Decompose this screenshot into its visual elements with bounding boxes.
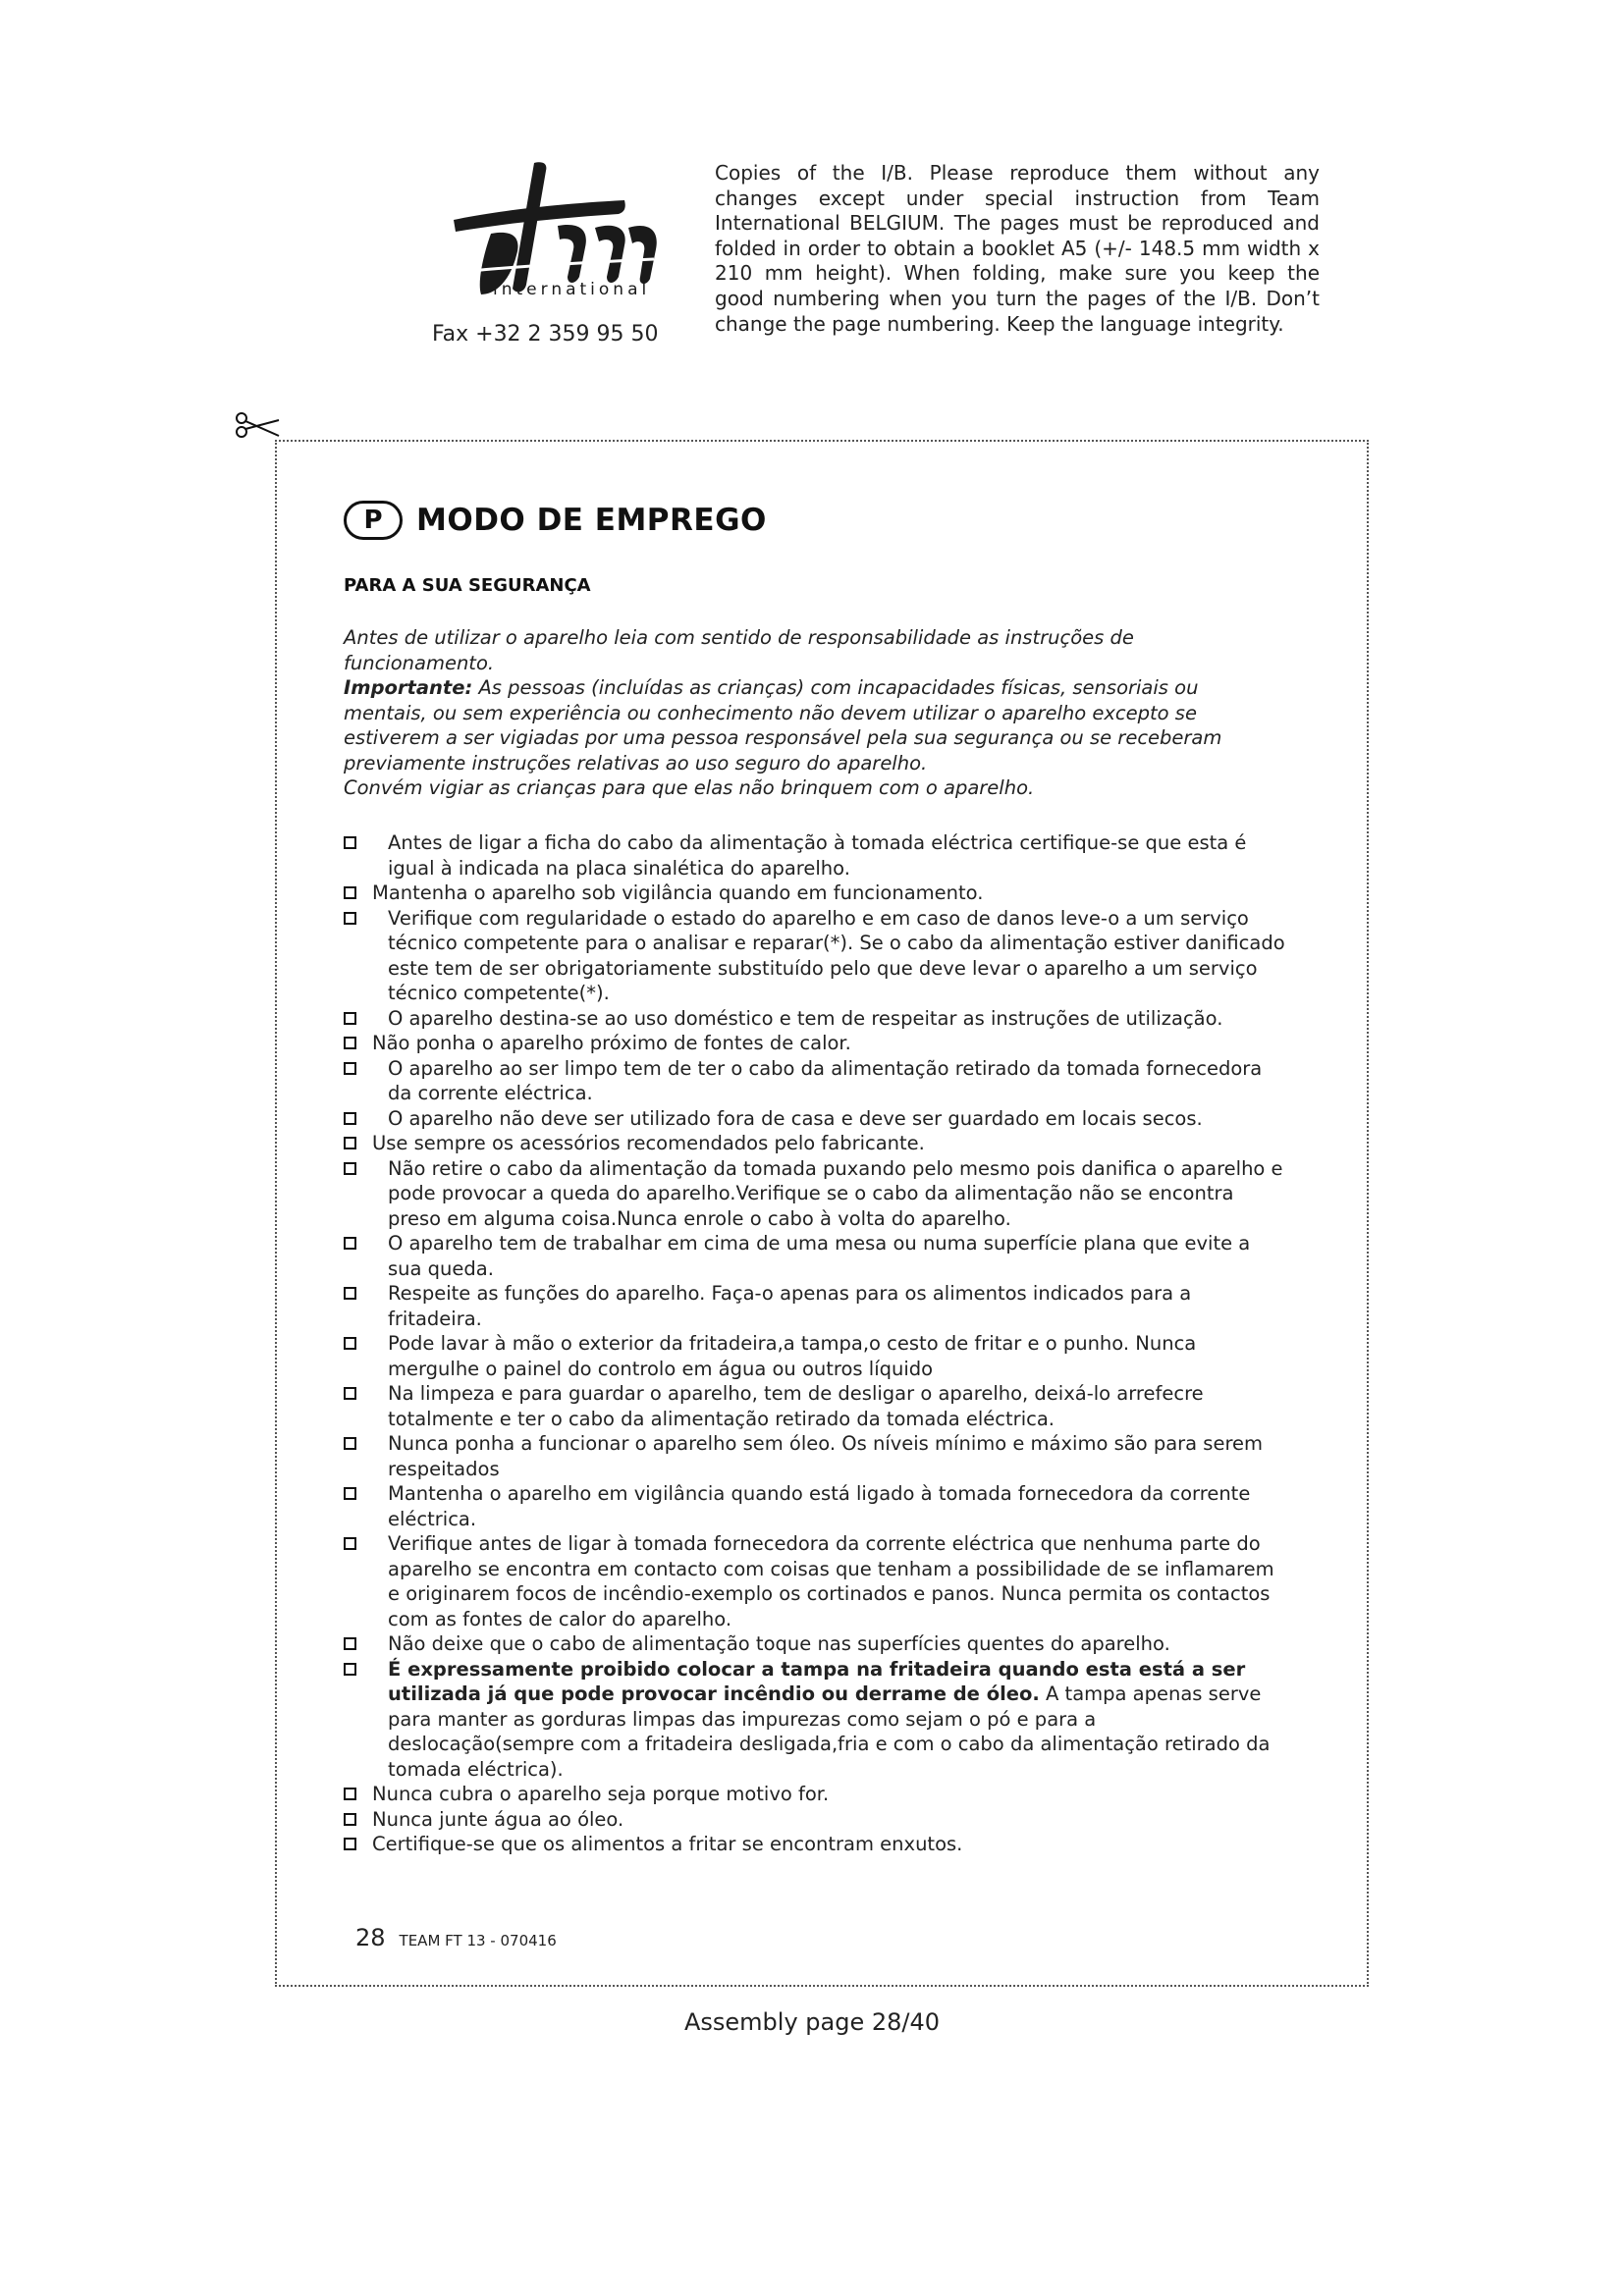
intro-line: Convém vigiar as crianças para que elas não brinquem com o aparelho. — [344, 776, 1035, 799]
list-item — [344, 1657, 1286, 1783]
checkbox-icon — [344, 1437, 356, 1450]
checkbox-icon — [344, 1112, 356, 1125]
assembly-page-label: Assembly page 28/40 — [683, 2008, 941, 2036]
checkbox-icon — [344, 1813, 356, 1826]
reproduction-instructions: Copies of the I/B. Please reproduce them without any changes except under special instruction from Team International BELGIUM. The pages must be reproduced and folded in order to obtain a booklet A5 (+/- 148.5 mm width x 210 mm height). When folding, make sure you keep the good numbering when you turn the pages of the I/B. Don’t change the page numbering. Keep the language integrity. — [715, 161, 1320, 336]
list-item: Não ponha o aparelho próximo de fontes de calor. — [344, 1031, 1286, 1056]
list-item: Nunca cubra o aparelho seja porque motivo for. — [344, 1782, 1286, 1807]
list-item: Verifique antes de ligar à tomada fornecedora da corrente eléctrica que nenhuma parte do aparelho se encontra em contacto com coisas que tenham a possibilidade de se inflamarem e originarem focos de incêndio-exemplo os cortinados e panos. Nunca permita os contactos com as fontes de calor do aparelho. — [344, 1531, 1286, 1631]
important-text: As pessoas (incluídas as crianças) com incapacidades físicas, sensoriais ou mentais, ou sem experiência ou conhecimento não devem utilizar o aparelho excepto se estiverem a ser vigiadas por uma pessoa responsável pela sua segurança ou se receberam previamente instruções relativas ao uso seguro do aparelho. — [344, 676, 1222, 774]
warning-bold: É expressamente proibido colocar a tampa na fritadeira quando esta está a ser utilizada já que pode provocar incêndio ou derrame de óleo. — [388, 1657, 1246, 1705]
checkbox-icon — [344, 1637, 356, 1650]
important-note — [344, 675, 1286, 775]
list-item: Não deixe que o cabo de alimentação toque nas superfícies quentes do aparelho. — [344, 1631, 1286, 1657]
list-item: Nunca junte água ao óleo. — [344, 1807, 1286, 1833]
checkbox-icon — [344, 1663, 356, 1676]
checkbox-icon — [344, 1137, 356, 1149]
intro-text — [344, 625, 1286, 801]
list-item: Na limpeza e para guardar o aparelho, tem de desligar o aparelho, deixá-lo arrefecre totalmente e ter o cabo da alimentação retirado da tomada eléctrica. — [344, 1381, 1286, 1431]
list-item: O aparelho ao ser limpo tem de ter o cabo da alimentação retirado da tomada fornecedora da corrente eléctrica. — [344, 1056, 1286, 1106]
checkbox-icon — [344, 1037, 356, 1049]
checkbox-icon — [344, 1162, 356, 1175]
warning-rest: A tampa apenas serve para manter as gorduras limpas das impurezas como sejam o pó e para a deslocação(sempre com a fritadeira desligada,fria e com o cabo da alimentação retirado da tomada eléctrica). — [388, 1682, 1271, 1781]
page-footer — [355, 1924, 557, 1951]
intro-line: Antes de utilizar o aparelho leia com sentido de responsabilidade as instruções de funcionamento. — [344, 626, 1134, 674]
list-item: O aparelho destina-se ao uso doméstico e tem de respeitar as instruções de utilização. — [344, 1006, 1286, 1032]
safety-list — [344, 830, 1286, 1857]
scissors-icon — [234, 410, 281, 440]
checkbox-icon — [344, 1237, 356, 1250]
checkbox-icon — [344, 836, 356, 849]
safety-subheading: PARA A SUA SEGURANÇA — [344, 575, 591, 596]
checkbox-icon — [344, 912, 356, 925]
list-item: Não retire o cabo da alimentação da tomada puxando pelo mesmo pois danifica o aparelho e pode provocar a queda do aparelho.Verifique se o cabo da alimentação não se encontra preso em alguma coisa.Nunca enrole o cabo à volta do aparelho. — [344, 1156, 1286, 1232]
list-item: Nunca ponha a funcionar o aparelho sem óleo. Os níveis mínimo e máximo são para serem respeitados — [344, 1431, 1286, 1481]
list-item: Use sempre os acessórios recomendados pelo fabricante. — [344, 1131, 1286, 1156]
page-number: 28 — [355, 1924, 386, 1951]
team-international-logo — [432, 157, 668, 304]
checkbox-icon — [344, 1337, 356, 1350]
list-item: Verifique com regularidade o estado do aparelho e em caso de danos leve-o a um serviço técnico competente para o analisar e reparar(*). Se o cabo da alimentação estiver danificado este tem de ser obrigatoriamente substituído pelo que deve levar o aparelho a um serviço técnico competente(*). — [344, 906, 1286, 1006]
important-label: Importante: — [344, 676, 473, 699]
list-item: Respeite as funções do aparelho. Faça-o apenas para os alimentos indicados para a fritadeira. — [344, 1281, 1286, 1331]
checkbox-icon — [344, 1537, 356, 1550]
list-item: Mantenha o aparelho sob vigilância quando em funcionamento. — [344, 881, 1286, 906]
checkbox-icon — [344, 1838, 356, 1850]
section-heading — [344, 497, 767, 544]
checkbox-icon — [344, 1062, 356, 1075]
list-item: O aparelho tem de trabalhar em cima de uma mesa ou numa superfície plana que evite a sua queda. — [344, 1231, 1286, 1281]
checkbox-icon — [344, 1487, 356, 1500]
list-item: O aparelho não deve ser utilizado fora de casa e deve ser guardado em locais secos. — [344, 1106, 1286, 1132]
checkbox-icon — [344, 1287, 356, 1300]
fax-number: Fax +32 2 359 95 50 — [432, 322, 659, 347]
list-item: Antes de ligar a ficha do cabo da alimentação à tomada eléctrica certifique-se que esta é igual à indicada na placa sinalética do aparelho. — [344, 830, 1286, 881]
checkbox-icon — [344, 1012, 356, 1025]
logo-subtitle: international — [493, 280, 651, 299]
model-code: TEAM FT 13 - 070416 — [399, 1932, 557, 1949]
checkbox-icon — [344, 1387, 356, 1400]
list-item: Pode lavar à mão o exterior da fritadeira,a tampa,o cesto de fritar e o punho. Nunca mergulhe o painel do controlo em água ou outros líquido — [344, 1331, 1286, 1381]
list-item: Certifique-se que os alimentos a fritar se encontram enxutos. — [344, 1832, 1286, 1857]
section-title: MODO DE EMPREGO — [416, 503, 767, 538]
language-badge: P — [344, 501, 403, 540]
checkbox-icon — [344, 886, 356, 899]
checkbox-icon — [344, 1788, 356, 1800]
list-item: Mantenha o aparelho em vigilância quando está ligado à tomada fornecedora da corrente eléctrica. — [344, 1481, 1286, 1531]
